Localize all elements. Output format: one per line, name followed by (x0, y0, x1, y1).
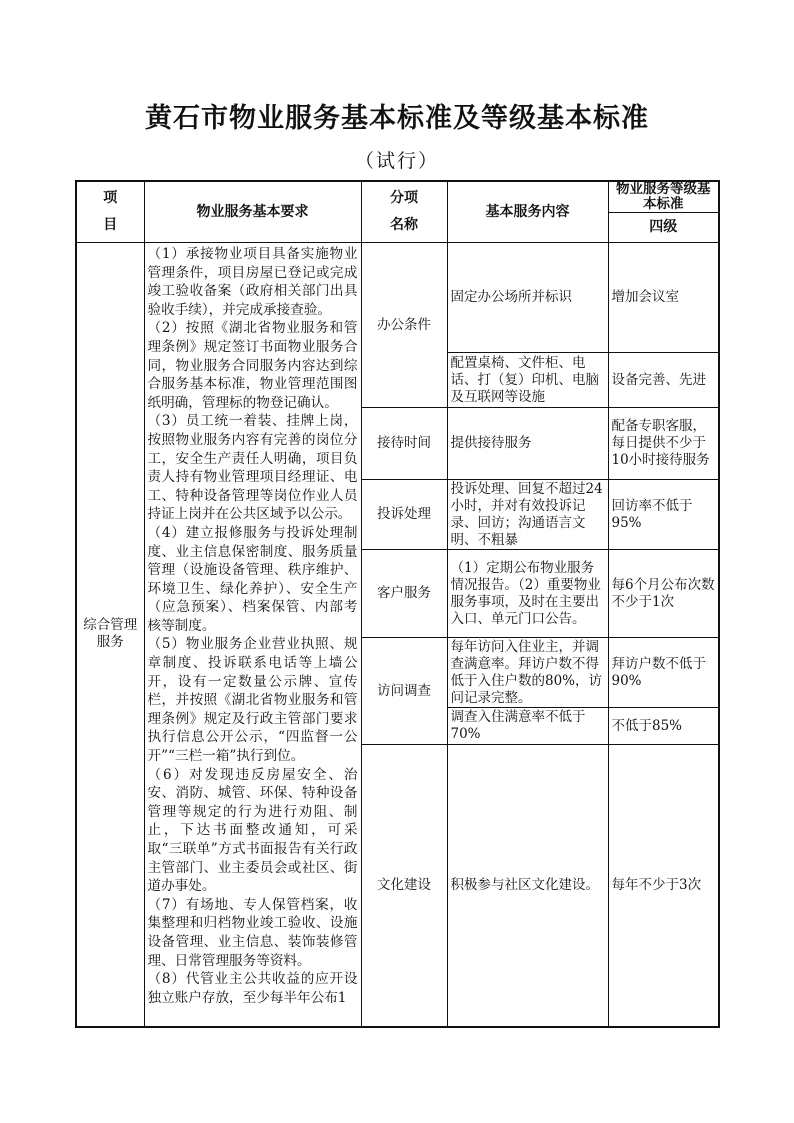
header-row (76, 181, 719, 213)
requirement-item: （2）按照《湖北省物业服务和管理条例》规定签订书面物业服务合同，物业服务合同服务内容达到综合服务基本标准，物业管理范围图纸明确，管理标的物登记确认。 (147, 320, 358, 411)
level4-cell: 设备完善、先进 (608, 353, 719, 408)
category-customer: 客户服务 (361, 550, 447, 638)
header-level-four: 四级 (608, 213, 719, 243)
header-content: 基本服务内容 (447, 181, 608, 243)
header-item (76, 181, 144, 243)
content-cell: 积极参与社区文化建设。 (447, 745, 608, 1027)
category-visit: 访问调查 (361, 638, 447, 745)
level4-cell: 配备专职客服，每日提供不少于10小时接待服务 (608, 408, 719, 480)
content-cell: （1）定期公布物业服务情况报告。（2）重要物业服务事项，及时在主要出入口、单元门口公告。 (447, 550, 608, 638)
content-cell: 每年访问入住业主，并调查满意率。拜访户数不得低于入住户数的80%，访问记录完整。 (447, 638, 608, 708)
document-title: 黄石市物业服务基本标准及等级基本标准 (145, 103, 649, 134)
requirement-item: （8）代管业主公共收益的应开设独立账户存放，至少每半年公布1 (147, 971, 358, 1006)
level4-cell: 拜访户数不低于90% (608, 638, 719, 708)
section-name: 综合管理服务 (76, 243, 144, 1027)
requirement-item: （5）物业服务企业营业执照、规章制度、投诉联系电话等上墙公开，设有一定数量公示牌、宣传栏，并按照《湖北省物业服务和管理条例》规定及行政主管部门要求执行信息公开公示，“四监督一公开”“三栏一箱”执行到位。 (147, 636, 358, 765)
requirement-item: （1）承接物业项目具备实施物业管理条件，项目房屋已登记或完成竣工验收备案（政府相关部门出具验收手续），并完成承接查验。 (147, 246, 358, 318)
content-cell: 提供接待服务 (447, 408, 608, 480)
header-category-line2: 名称 (390, 217, 418, 233)
requirement-item: （6）对发现违反房屋安全、治安、消防、城管、环保、特种设备管理等规定的行为进行劝阻、制止，下达书面整改通知，可采取“三联单”方式书面报告有关行政主管部门、业主委员会或社区、街道办事处。 (147, 766, 358, 895)
header-level-title: 物业服务等级基本标准 (608, 181, 719, 213)
level4-cell: 增加会议室 (608, 243, 719, 353)
content-cell: 投诉处理、回复不超过24小时，并对有效投诉记录、回访；沟通语言文明、不粗暴 (447, 480, 608, 550)
header-requirements: 物业服务基本要求 (144, 181, 361, 243)
header-item-line1: 项 (103, 190, 118, 206)
header-category-line1: 分项 (390, 190, 418, 206)
standards-table (75, 180, 720, 1028)
category-reception: 接待时间 (361, 408, 447, 480)
content-cell: 调查入住满意率不低于70% (447, 708, 608, 745)
level4-cell: 回访率不低于95% (608, 480, 719, 550)
content-cell: 固定办公场所并标识 (447, 243, 608, 353)
content-cell: 配置桌椅、文件柜、电话、打（复）印机、电脑及互联网等设施 (447, 353, 608, 408)
category-complaint: 投诉处理 (361, 480, 447, 550)
level4-cell: 每年不少于3次 (608, 745, 719, 1027)
header-item-line2: 目 (103, 217, 118, 233)
category-culture: 文化建设 (361, 745, 447, 1027)
document-subtitle: （试行） (354, 150, 439, 172)
level4-cell: 不低于85% (608, 708, 719, 745)
level4-cell: 每6个月公布次数不少于1次 (608, 550, 719, 638)
requirement-item: （7）有场地、专人保管档案，收集整理和归档物业竣工验收、设施设备管理、业主信息、装饰装修管理、日常管理服务等资料。 (147, 896, 358, 969)
header-category (361, 181, 447, 243)
requirement-item: （3）员工统一着装、挂牌上岗，按照物业服务内容有完善的岗位分工，安全生产责任人明确，项目负责人持有物业管理项目经理证、电工、特种设备管理等岗位作业人员持证上岗并在公共区域予以公示。 (147, 413, 358, 523)
category-office: 办公条件 (361, 243, 447, 408)
table-row (76, 243, 719, 353)
requirements-cell (144, 243, 361, 1027)
requirement-item: （4）建立报修服务与投诉处理制度、业主信息保密制度、服务质量管理（设施设备管理、秩序维护、环境卫生、绿化养护）、安全生产（应急预案）、档案保管、内部考核等制度。 (147, 524, 358, 634)
